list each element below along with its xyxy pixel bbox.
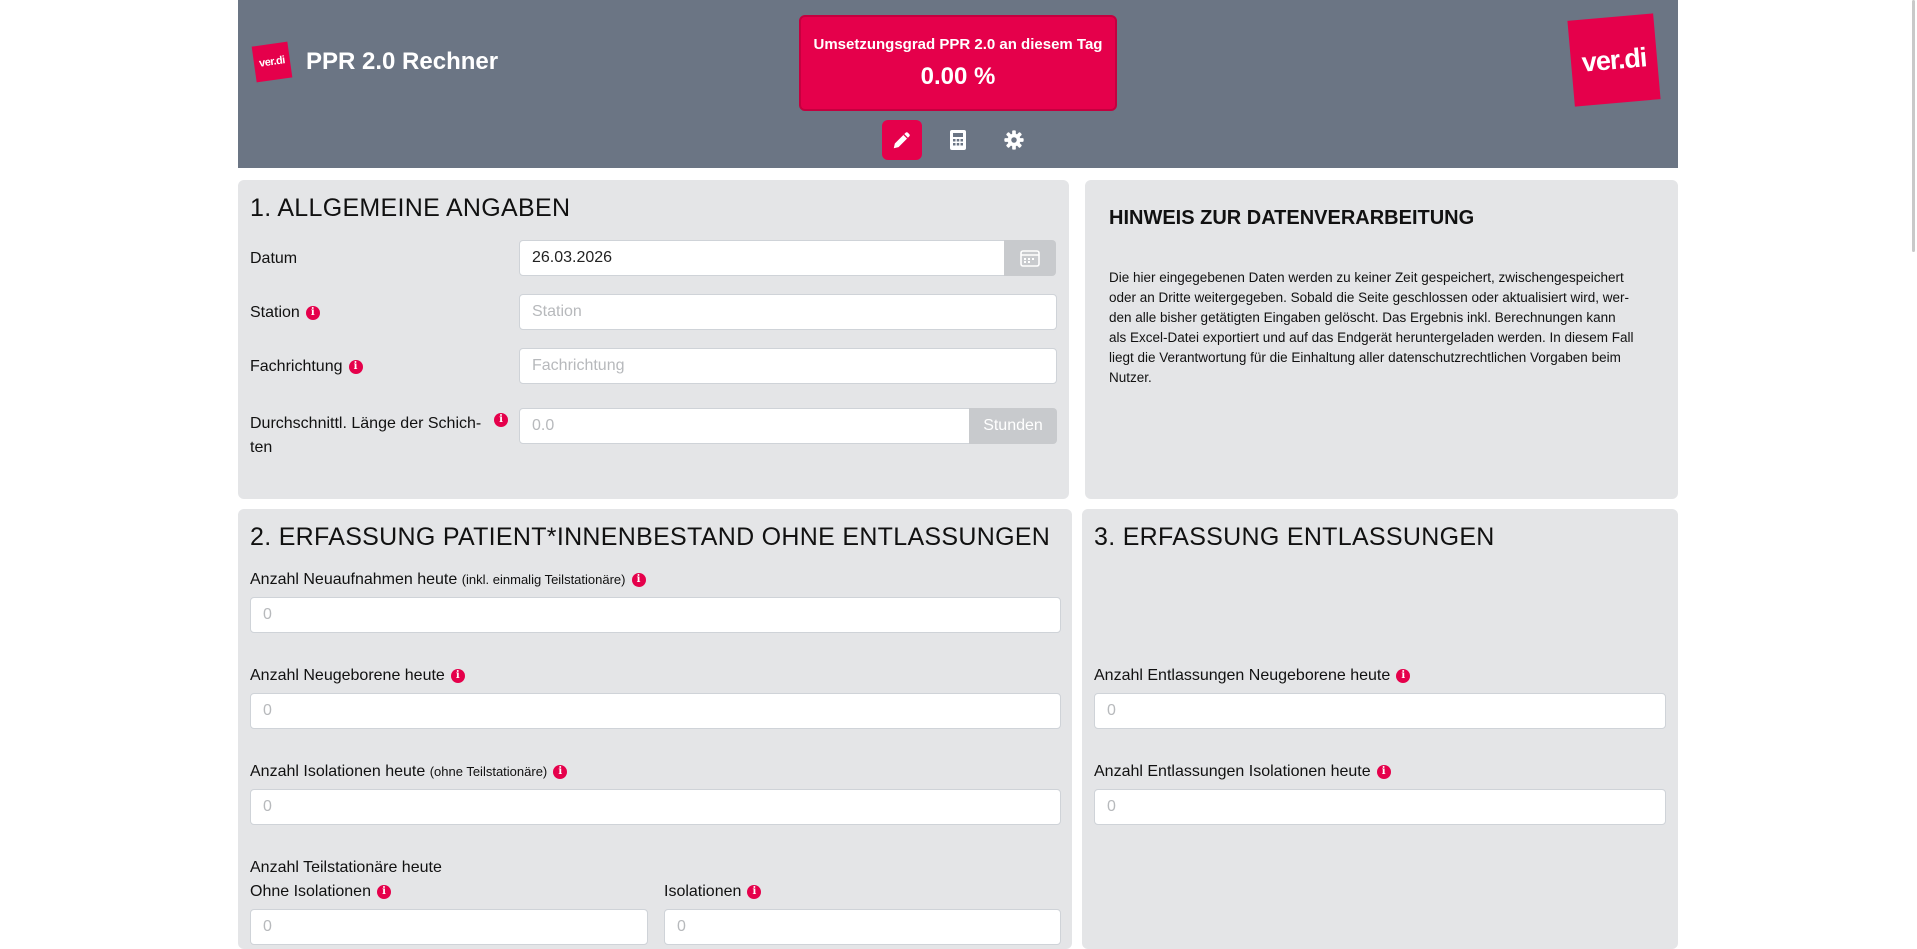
- entl-neugeborene-field[interactable]: [1094, 693, 1666, 729]
- station-label: Station: [250, 304, 300, 321]
- info-icon[interactable]: i: [1377, 765, 1391, 779]
- neugeborene-field[interactable]: [250, 693, 1061, 729]
- section-general-title: 1. ALLGEMEINE ANGABEN: [250, 194, 571, 222]
- neugeborene-label: Anzahl Neugeborene heute: [250, 667, 445, 684]
- entl-isolationen-label: Anzahl Entlassungen Isolationen heute: [1094, 763, 1371, 780]
- info-icon[interactable]: i: [747, 885, 761, 899]
- datum-field[interactable]: [519, 240, 1007, 276]
- app: [238, 0, 1678, 940]
- entl-isolationen-field[interactable]: [1094, 789, 1666, 825]
- section-discharges: [1082, 509, 1678, 949]
- info-icon[interactable]: i: [349, 360, 363, 374]
- notice-line: den alle bisher getätigten Eingaben gelöscht. Das Ergebnis inkl. Berechnungen kann: [1109, 310, 1616, 325]
- privacy-notice: [1085, 180, 1678, 499]
- info-icon[interactable]: i: [632, 573, 646, 587]
- neuaufnahmen-note: (inkl. einmalig Teilstationäre): [461, 572, 626, 587]
- datum-label: Datum: [250, 250, 298, 267]
- gear-icon: [1003, 129, 1025, 151]
- pencil-icon: [891, 129, 913, 151]
- section-discharges-title: 3. ERFASSUNG ENTLASSUNGEN: [1094, 523, 1495, 551]
- neugeborene-label-row: [250, 667, 465, 685]
- tab-edit[interactable]: [882, 120, 922, 160]
- tab-settings[interactable]: [994, 120, 1034, 160]
- schicht-label-1: Durchschnittl. Länge der Schich-: [250, 415, 482, 432]
- ohne-isolationen-label: Ohne Isolationen: [250, 883, 371, 900]
- hours-unit: Stunden: [969, 408, 1057, 444]
- calendar-icon: [1020, 249, 1040, 267]
- logo-text: ver.di: [1580, 41, 1648, 78]
- notice-line: Nutzer.: [1109, 370, 1152, 385]
- schicht-label-2: ten: [250, 439, 273, 456]
- info-icon[interactable]: i: [494, 413, 508, 427]
- schicht-label-row: [250, 412, 481, 460]
- section-general: [238, 180, 1069, 499]
- rate-label: Umsetzungsgrad PPR 2.0 an diesem Tag: [813, 36, 1103, 53]
- fach-label: Fachrichtung: [250, 358, 343, 375]
- notice-title: HINWEIS ZUR DATENVERARBEITUNG: [1109, 207, 1475, 229]
- rate-summary-box: [799, 15, 1117, 111]
- ohne-isolationen-label-row: [250, 883, 391, 901]
- fach-label-row: [250, 358, 363, 376]
- calculator-icon: [949, 129, 967, 151]
- notice-line: liegt die Verantwortung für die Einhaltung aller datenschutzrechtlichen Vorgaben beim: [1109, 350, 1621, 365]
- app-title: PPR 2.0 Rechner: [306, 48, 499, 75]
- section-patients-title: 2. ERFASSUNG PATIENT*INNENBESTAND OHNE ENTLASSUNGEN: [250, 523, 1051, 551]
- header-bar: [238, 0, 1678, 168]
- info-icon[interactable]: i: [451, 669, 465, 683]
- isolationen-field[interactable]: [250, 789, 1061, 825]
- logo-small-text: ver.di: [258, 54, 286, 70]
- verdi-logo-small: [252, 42, 293, 83]
- info-icon[interactable]: i: [1396, 669, 1410, 683]
- scrollbar-thumb[interactable]: [1912, 0, 1915, 252]
- notice-line: oder an Dritte weitergegeben. Sobald die Seite geschlossen oder aktualisiert wird, wer-: [1109, 290, 1630, 305]
- station-field[interactable]: [519, 294, 1057, 330]
- neuaufnahmen-field[interactable]: [250, 597, 1061, 633]
- notice-text: [1109, 268, 1634, 388]
- neuaufnahmen-label-row: [250, 571, 646, 589]
- teilstationaere-label: Anzahl Teilstationäre heute: [250, 859, 442, 876]
- entl-neugeborene-label-row: [1094, 667, 1410, 685]
- isolationen-note: (ohne Teilstationäre): [429, 764, 548, 779]
- info-icon[interactable]: i: [553, 765, 567, 779]
- rate-value: 0.00 %: [920, 63, 996, 90]
- tab-calculator[interactable]: [938, 120, 978, 160]
- fachrichtung-field[interactable]: [519, 348, 1057, 384]
- teil-isolationen-label: Isolationen: [664, 883, 742, 900]
- schicht-length-field[interactable]: [519, 408, 973, 444]
- entl-isolationen-label-row: [1094, 763, 1391, 781]
- entl-neugeborene-label: Anzahl Entlassungen Neugeborene heute: [1094, 667, 1391, 684]
- section-patients: [238, 509, 1072, 949]
- verdi-logo: [1567, 13, 1660, 106]
- teil-isolationen-label-row: [664, 883, 761, 901]
- station-label-row: [250, 304, 320, 322]
- notice-line: als Excel-Datei exportiert und auf das Endgerät heruntergeladen werden. In diesem Fall: [1109, 330, 1634, 345]
- isolationen-label-row: [250, 763, 567, 781]
- neuaufnahmen-label: Anzahl Neuaufnahmen heute: [250, 571, 458, 588]
- notice-line: Die hier eingegebenen Daten werden zu keiner Zeit gespeichert, zwischengespeichert: [1109, 270, 1624, 285]
- info-icon[interactable]: i: [306, 306, 320, 320]
- isolationen-label: Anzahl Isolationen heute: [250, 763, 426, 780]
- calendar-button[interactable]: [1004, 240, 1056, 276]
- info-icon[interactable]: i: [377, 885, 391, 899]
